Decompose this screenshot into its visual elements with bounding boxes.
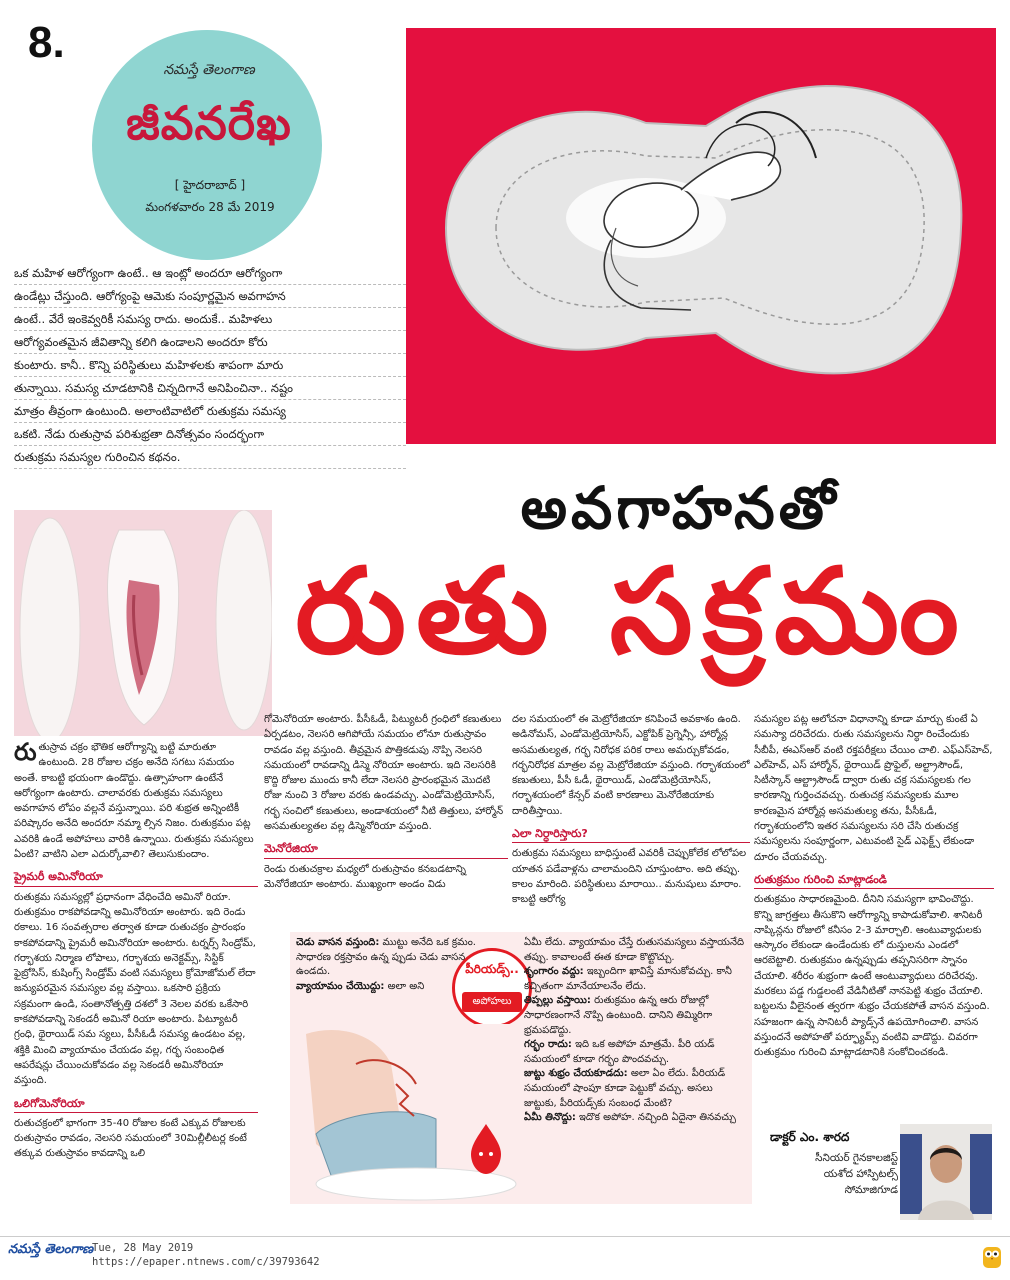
owl-icon[interactable]	[982, 1244, 1002, 1270]
myth-item: తిప్పల్లు వస్తాయి: రుతుక్రమం ఉన్న ఆరు రోజుల్లో సాధారణంగానే నొప్పి ఉంటుంది. దానిని తిమ్మిరిగా భ్రమపడొద్దు.	[524, 995, 713, 1036]
myth-item: వ్యాయామం చేయొద్దు: అలా అని	[296, 980, 425, 992]
footer-logo: నమస్తే తెలంగాణ	[8, 1242, 94, 1257]
author-name: డాక్టర్ ఎం. శారద	[770, 1130, 850, 1144]
myths-bubble-title: పీరియడ్స్..	[465, 962, 519, 976]
author-photo	[900, 1124, 992, 1220]
myth-item: శృంగారం వద్దు: ఇబ్బందిగా ఖావిస్తే మానుకోవచ్చు. కానీ కచ్చితంగా మానేయాలనేం లేదు.	[524, 966, 732, 992]
intro-line: ఉంటే.. వేరే ఇంకెవ్వరికీ సమస్య రాదు. అందుకే.. మహిళలు	[14, 308, 406, 331]
footer-date: Tue, 28 May 2019	[92, 1242, 194, 1254]
article-column-2	[264, 712, 508, 892]
pad-glitter-photo	[14, 510, 272, 736]
footer-url[interactable]: https://epaper.ntnews.com/c/39793642	[92, 1256, 320, 1268]
issue-date: మంగళవారం 28 మే 2019	[145, 200, 275, 214]
myths-bubble	[452, 948, 532, 1028]
myths-bubble-label: అపోహలు	[462, 992, 522, 1012]
pad-photo	[14, 510, 272, 736]
intro-line: ఒకటి. నేడు రుతుస్రావ పరిశుభ్రతా దినోత్సవం సందర్భంగా	[14, 423, 406, 446]
myth-item: ఏమీ లేదు. వ్యాయామం చేస్తే రుతుసమస్యలు వస్తాయనేది తప్పు. కావాలంటే ఈత కూడా కొట్టొచ్చు.	[524, 937, 745, 963]
intro-line: మాత్రం తీవ్రంగా ఉంటుంది. అలాంటివాటిలో రుతుక్రమ సమస్య	[14, 400, 406, 423]
column-text: రుతుచక్రంలో భాగంగా 35-40 రోజుల కంటే ఎక్కువ రోజులకు రుతుస్రావం రావడం, నెలసరి సమయంలో 30మిల్లీలీటర్ల కంటే తక్కువ రుతుస్రావం కావడాన్ని ఒలి	[14, 1117, 247, 1160]
column-text: దల సమయంలో ఈ మెట్రోరేజియా కనిపించే అవకాశం ఉంది. అడినోమస్, ఎండోమెట్రియోసిస్, ఎక్టోపిక్ ప్రెగ్నెన్సీ, హార్మోన్ల అసమతుల్యత, గర్భ నిరోధక పరిక రాలు అమర్చుకోవడం, గర్భనిరోధక మాత్రల వల్ల మెట్రోరేజియా వస్తుంది. గర్భాశయంలో కణుతులు, పీసీ ఓడీ, థైరాయిడ్, ఎండోమెట్రియోసిస్, గర్భాశయంలో కేన్సర్ వంటి కారణాలు మెనోరేజియాకు దారితీస్తాయి.	[512, 714, 750, 817]
headline-kicker: అవగాహనతో	[520, 474, 840, 542]
subhead-diagnosis: ఎలా నిర్ధారిస్తారు?	[512, 826, 750, 843]
column-text: సమస్యల పట్ల ఆలోచనా విధానాన్ని కూడా మార్చు కుంటే ఏ సమస్యా దరిచేరదు. రుతు సమస్యలను నిర్ధా రించేందుకు సీబీపీ, ఈఎస్ఆర్ వంటి రక్తపరీక్షలు చేయిం చాలి. ఎఫ్ఎస్‌హెచ్, ఎల్‌హెచ్, ఎస్ హార్మోన్, థైరాయిడ్ ప్రొఫైల్, అల్ట్రాసౌండ్, సిటీస్కాన్ ఆల్ట్రాసౌండ్ ద్వారా రుతు చక్ర సమస్యలకు గల కారణాన్ని గుర్తించవచ్చు. రుతుచక్ర సమస్యలకు మూల కారణమైన హార్మోన్ల అసమతుల్య తను, పీసీఓడీ, గర్భాశయంలోని ఇతర సమస్యలను సరి చేసి రుతుచక్ర సమస్యలను సంపూర్ణంగా, ఎటువంటి సైడ్ ఎఫెక్ట్స్ లేకుండా దూరం చేయవచ్చు.	[754, 714, 993, 863]
myths-right-column	[524, 936, 746, 1126]
article-column-4	[754, 712, 994, 1061]
column-text: తుస్రావ చక్రం భౌతిక ఆరోగ్యాన్ని బట్టి మారుతూ ఉంటుంది. 28 రోజుల చక్రం అనేది సగటు సమయం అంతే. కాబట్టి భయంగా ఉండొద్దు. ఉత్సాహంగా ఉంటేనే ఆరోగ్యంగా ఉంటారు. చాలావరకు రుతుక్రమ సమస్యలు అవగాహన లోపం వల్లనే వస్తున్నాయి. పరి శుభ్రత అన్నింటికీ పరిష్కారం అనేది అందరూ నమ్మా ల్సిన నిజం. రుతుక్రమం పట్ల ఎవరికి ఉండే అపోహలు వారికి ఉన్నాయి. రుతుక్రమ సమస్యలు ఏంటి? వాటిని ఎలా ఎదుర్కోవాలి? తెలుసుకుందాం.	[14, 742, 254, 861]
myth-item: జుట్టు శుభ్రం చేయకూడదు: అలా ఏం లేదు. పీరియడ్ సమయంలో షాంపూ కూడా పెట్టుకో వచ్చు. అసలు జుట్టుకు, పీరియడ్స్‌కు సంబంధ మేంటి?	[524, 1068, 726, 1109]
footer-meta	[92, 1241, 320, 1269]
intro-line: కుంటారు. కానీ.. కొన్ని పరిస్థితులు మహిళలకు శాపంగా మారు	[14, 354, 406, 377]
sanitary-pad-illustration	[406, 28, 996, 444]
column-text: రెండు రుతుచక్రాల మధ్యలో రుతుస్రావం కనబడటాన్ని మెనోరేజియా అంటారు. ముఖ్యంగా అండం విడు	[264, 863, 467, 890]
brand-name: నమస్తే తెలంగాణ	[163, 62, 255, 78]
headline-main: రుతు సక్రమం	[295, 542, 969, 680]
section-title: జీవనరేఖ	[126, 96, 292, 150]
article-column-1	[14, 740, 258, 1162]
abdomen-pain-illustration	[296, 1024, 520, 1202]
column-text: రుతుక్రమ సమస్యల్లో ప్రధానంగా వేధించేది అమినో రియా. రుతుక్రమం రాకపోవడాన్ని అమినోరియా అంటారు. ఇది రెండు రకాలు. 16 సంవత్సరాల తర్వాత కూడా రుతుచక్రం ప్రారంభం కాకపోవడాన్ని ప్రైమరీ అమినోరియా అంటారు. టర్నర్స్ సిండ్రోమ్, గర్భాశయ నిర్మాణ లోపాలు, గర్భాశయ అనెక్టమ్స్, సిస్టిక్ ఫైబ్రోసిస్, కుషింగ్స్ సిండ్రోమ్ వంటి సమస్యలు క్రోమోజోమల్ లేదా జన్యుపరమైన సమస్యల వల్ల వస్తాయి. ఒకసారి ప్రక్రియ సక్రమంగా ఉండి, సంతానోత్పత్తి దశలో 3 నెలల వరకు ఒకేసారి కాకపోవడాన్ని సెకండరీ అమినో రియా అంటారు. పిట్యూటరీ గ్రంధి, థైరాయిడ్ సమ స్యలు, పీసీఓడీ సమస్య ఉండటం వల్ల, శక్తికి మించి వ్యాయామం చేయడం వల్ల, గర్భ సంబంధిత ఆపరేషన్లు చేయించుకోవడం వల్ల సెకండరీ అమినోరియా వస్తుంది.	[14, 891, 256, 1087]
myth-item: చెడు వాసన వస్తుంది: ముట్టు అనేది ఒక క్రమం. సాధారణ రక్తస్రావం ఉన్న ప్పుడు చెడు వాసన ఉండదు.	[296, 937, 476, 978]
intro-line: ఆరోగ్యవంతమైన జీవితాన్ని కలిగి ఉండాలని అందరూ కోరు	[14, 331, 406, 354]
intro-line: రుతుక్రమ సమస్యల గురించిన కథనం.	[14, 446, 406, 469]
column-text: రుతుక్రమ సమస్యలు బాధిస్తుంటే ఎవరికీ చెప్పుకోలేక లోలోపల యాతన పడేవాళ్లను చాలామందిని చూస్తుంటాం. అది తప్పు. కాలం మారింది. పరిస్థితులు మారాయి.. మనుషులు మారాం. కాబట్టి ఆరోగ్య	[512, 848, 747, 906]
drop-cap: రు	[14, 738, 37, 766]
column-text: గోమెనోరియా అంటారు. పీసీఓడీ, పిట్యుటరీ గ్రంధిలో కణుతులు ఏర్పడటం, నెలసరి ఆగిపోయే సమయం లోనూ రుతుస్రావం రావడం వల్ల వస్తుంది. తీవ్రమైన పొత్తికడుపు నొప్పి నెలసరి సమయంలో రావడాన్ని డిస్మె నోరియా అంటారు. ఇది నెలసరికి కొద్ది రోజుల ముందు కానీ లేదా నెలసరి ప్రారంభమైన మొదటి రోజు నుంచి 3 రోజుల వరకు ఉండవచ్చు. ఎండోమెట్రియోసిస్, గర్భ సంచిలో కణుతులు, అండాశయంలో నీటి తిత్తులు, హార్మోన్ అసమతుల్యతల వల్ల డిస్మెనోరియా వస్తుంది.	[264, 714, 504, 833]
author-title-line: సోమాజిగూడ	[844, 1184, 898, 1196]
city-label: [ హైదరాబాద్ ]	[174, 178, 246, 192]
author-title-line: యశోద హాస్పిటల్స్	[823, 1168, 898, 1180]
page-number: 8.	[28, 18, 65, 67]
author-title-line: సీనియర్ గైనకాలజిస్ట్	[815, 1152, 898, 1164]
intro-line: ఒక మహిళ ఆరోగ్యంగా ఉంటే.. ఆ ఇంట్లో అందరూ ఆరోగ్యంగా	[14, 262, 406, 285]
hero-illustration	[406, 28, 996, 444]
column-text: రుతుక్రమం సాధారణమైంది. దీనిని సమస్యగా భావించొద్దు. కొన్ని జాగ్రత్తలు తీసుకొని ఆరోగ్యాన్ని కాపాడుకోవాలి. శానిటరీ నాప్కిన్లను రోజులో కనీసం 2-3 మార్చాలి. ఆంటువ్యాధులకు ఆస్కారం లేకుండా ఉండేందుకు లో దుస్తులను ఎండలో ఆరబెట్టాలి. రుతుక్రమం ఉన్నప్పుడు తప్పనిసరిగా స్నానం చేయాలి. శరీరం శుభ్రంగా ఉంటే ఆంటువ్యాధులు దరిచేరవు. మరకలు పడ్డ గుడ్డలంటే వేడినీటితో నానపెట్టి శుభ్రం చేయాలి. బట్టలను వీలైనంత త్వరగా శుభ్రం చేయకపోతే వాసన వస్తుంది. సహజంగా ఉన్న సానిటరీ ప్యాడ్స్‌నే ఉపయోగించాలి. వాసన వస్తుందనే అపోహతో పర్ఫ్యూమ్స్ వంటివి వాడొద్దు. చివరగా రుతుక్రమం గురించి మాట్లాడటానికి సంకోచించకండి.	[754, 894, 990, 1059]
article-column-3	[512, 712, 750, 908]
subhead-oligomenorrhea: ఒలిగోమెనోరియా	[14, 1096, 258, 1113]
myth-item: ఏమీ తినొద్దు: ఇదొక అపోహ. నచ్చింది ఏదైనా తినవచ్చు	[524, 1112, 736, 1124]
footer-divider	[0, 1236, 1010, 1237]
intro-line: ఉండేట్లు చేస్తుంది. ఆరోగ్యంపై ఆమెకు సంపూర్ణమైన అవగాహన	[14, 285, 406, 308]
subhead-talk-about-it: రుతుక్రమం గురించి మాట్లాడండి	[754, 872, 994, 889]
intro-paragraph	[14, 262, 406, 469]
myth-item: గర్భం రాదు: ఇది ఒక అపోహ మాత్రమే. పీరి యడ్ సమయంలో కూడా గర్భం పొందవచ్చు.	[524, 1039, 715, 1065]
subhead-primary-amenorrhea: ప్రైమరీ అమినోరియా	[14, 869, 258, 886]
subhead-menorrhagia: మెనోరేజియా	[264, 841, 508, 858]
author-portrait	[900, 1124, 992, 1220]
author-credentials	[758, 1150, 898, 1198]
intro-line: తున్నాయి. సమస్య చూడటానికి చిన్నదిగానే అనిపించినా.. నష్టం	[14, 377, 406, 400]
